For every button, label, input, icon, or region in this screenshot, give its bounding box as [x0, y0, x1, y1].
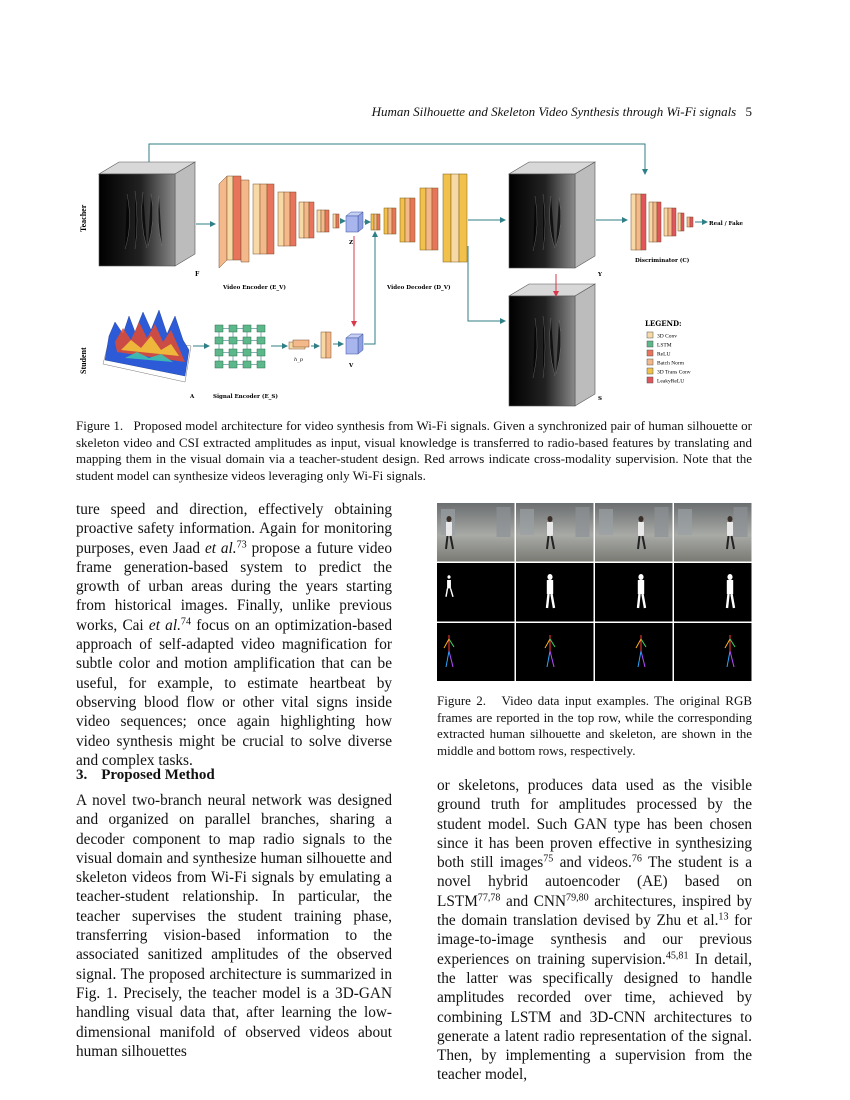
citation: 45,81: [665, 950, 689, 962]
citation: 73: [236, 539, 247, 551]
label-Y: Y: [598, 272, 602, 278]
running-header: [366, 104, 752, 120]
video-input-cube-F: [99, 162, 195, 266]
rgb-frame: [674, 503, 752, 562]
section-title: Proposed Method: [101, 767, 215, 783]
arrow-V-to-decoder: [364, 232, 375, 344]
legend-item: [647, 341, 672, 349]
legend-label: Batch Norm: [657, 360, 685, 367]
video-encoder-label: Video Encoder (E_V): [223, 285, 286, 291]
text-run: focus on an optimization-based approach of self-adapted video magnification for subtle color and motion amplification that can be useful, for example, to estimate heartbeat by observing blood flow or other vital signs inside video sequences; once again highlighting how video synthesis might be crucial to solve diverse and complex tasks.: [76, 616, 392, 769]
legend-swatch: [647, 332, 653, 338]
silhouette-frame: [437, 563, 515, 622]
citation: 74: [180, 616, 191, 628]
video-output-cube-Y: [509, 162, 595, 268]
label-V: V: [349, 363, 354, 369]
lstm-cell: [243, 337, 251, 344]
arrow-decoder-to-S: [468, 246, 505, 321]
page-number: 5: [745, 104, 752, 119]
figure-2-label: Figure 2.: [437, 693, 486, 708]
text-run: In detail, the latter was specifically designed to handle amplitudes recorded over time, achieved by combining LSTM and 3D-CNN architectures to generate a latent radio representation of the signal. Then, by implementing a supervision from the teacher model,: [437, 950, 752, 1084]
legend-label: LeakyReLU: [657, 378, 685, 385]
figure-2-image-grid: [437, 503, 752, 681]
left-column-paragraph-2: A novel two-branch neural network was designed and organized on parallel branches, sharing a decoder component to map radio signals to the visual domain and synthesize human silhouette and skeleton videos from Wi-Fi signals by emulating a teacher-student relationship. In particular, the teacher supervises the student training phase, transferring vision-based information to the associated sanitized amplitudes of the observed signal. The proposed architecture is summarized in Fig. 1. Precisely, the teacher model is a 3D-GAN handling visual data that, after learning the low-dimensional manifold of observed videos about human silhouettes: [76, 792, 392, 1060]
citation: 79,80: [566, 892, 589, 904]
lstm-cell: [257, 337, 265, 344]
citation: 75: [543, 853, 554, 865]
text-italic: et al.: [204, 539, 237, 557]
lstm-cell: [257, 361, 265, 368]
rgb-frame: [437, 503, 515, 562]
video-decoder-label: Video Decoder (D_V): [387, 285, 451, 291]
signal-encoder-label: Signal Encoder (E_S): [213, 394, 278, 400]
legend-swatch: [647, 359, 653, 365]
lstm-cell: [229, 349, 237, 356]
figure-1-label: Figure 1.: [76, 418, 124, 433]
lstm-cell: [215, 337, 223, 344]
citation: 77,78: [477, 892, 501, 904]
real-fake-label: Real / Fake: [709, 221, 744, 227]
latent-Z-block: [346, 212, 363, 232]
label-Z: Z: [349, 240, 354, 246]
legend-swatch: [647, 341, 653, 347]
legend-item: [647, 332, 677, 340]
lstm-cell: [229, 337, 237, 344]
legend-item: [647, 350, 670, 358]
discriminator-label: Discriminator (C): [635, 258, 690, 264]
legend-item: [647, 359, 685, 367]
rgb-frame: [516, 503, 594, 562]
video-encoder-layers: [219, 176, 339, 268]
lstm-cell: [215, 325, 223, 332]
text-run: for image-to-image synthesis and our previous experiences on training supervision.: [437, 912, 752, 968]
silhouette-frame: [516, 563, 594, 622]
text-run: and CNN: [500, 892, 567, 910]
legend: [647, 332, 691, 385]
left-column-paragraph-1: [76, 500, 392, 770]
legend-label: 3D Trans Conv: [657, 369, 691, 376]
section-number: 3.: [76, 767, 88, 783]
running-title: Human Silhouette and Skeleton Video Synthesis through Wi-Fi signals: [371, 104, 737, 119]
figure-2-caption-text: Video data input examples. The original RGB frames are reported in the top row, while the corresponding extracted human silhouette and skeleton, are shown in the middle and bottom rows, respectively.: [437, 693, 752, 758]
rgb-frame: [595, 503, 673, 562]
text-run: The student is a novel hybrid autoencoder (AE) based on LSTM: [437, 854, 752, 910]
figure-1-diagram: [75, 136, 775, 411]
text-italic: et al.: [148, 616, 181, 634]
skeleton-frame: [674, 623, 752, 681]
silhouette-frame: [595, 563, 673, 622]
lstm-cell: [229, 325, 237, 332]
citation: 76: [631, 853, 642, 865]
skeleton-frame: [437, 623, 515, 681]
teacher-label: Teacher: [79, 204, 88, 232]
hp-tensor: [289, 340, 309, 349]
legend-item: [647, 368, 691, 376]
lstm-cell: [215, 349, 223, 356]
legend-label: 3D Conv: [657, 333, 678, 340]
legend-item: [647, 377, 684, 385]
csi-amplitude-plot-A: [103, 310, 191, 382]
lstm-cell: [257, 349, 265, 356]
lstm-cell: [243, 349, 251, 356]
student-label: Student: [79, 347, 88, 374]
figure-2-caption: [437, 693, 752, 759]
legend-label: LSTM: [657, 342, 672, 349]
legend-label: ReLU: [657, 351, 671, 358]
lstm-cell: [215, 361, 223, 368]
legend-swatch: [647, 350, 653, 356]
hp-label: h_p: [294, 357, 303, 363]
section-heading: [76, 767, 215, 784]
lstm-cell: [257, 325, 265, 332]
video-decoder-layers: [371, 174, 467, 262]
skeleton-frame: [516, 623, 594, 681]
text-run: propose a future video frame generation-based system to predict the growth of urban areas during the years starting from historical images. Finally, unlike previous works, Cai: [76, 539, 392, 634]
student-conv-layers: [321, 332, 331, 358]
silhouette-frame: [674, 563, 752, 622]
latent-V-block: [346, 334, 363, 354]
right-column-paragraph: [437, 776, 752, 1085]
lstm-grid: [215, 325, 265, 368]
citation: 13: [718, 911, 729, 923]
lstm-cell: [243, 325, 251, 332]
video-output-cube-S: [509, 284, 595, 406]
label-F: F: [195, 271, 200, 278]
text-run: ture speed and direction, effectively obtaining proactive safety information. Again for monitoring purposes, even Jaad: [76, 501, 392, 557]
legend-swatch: [647, 368, 653, 374]
label-S: S: [598, 396, 602, 402]
label-A: A: [190, 394, 195, 400]
discriminator-layers: [631, 194, 693, 250]
legend-title: LEGEND:: [645, 319, 682, 328]
legend-swatch: [647, 377, 653, 383]
lstm-cell: [229, 361, 237, 368]
text-run: and videos.: [553, 854, 632, 872]
figure-1-caption-text: Proposed model architecture for video synthesis from Wi-Fi signals. Given a synchronized pair of human silhouette or skeleton video and CSI extracted amplitudes as input, visual knowledge is transferred to radio-based features by translating and mapping them in the visual domain via a teacher-student design. Red arrows indicate cross-modality supervision. Note that the student model can synthesize videos leveraging only Wi-Fi signals.: [76, 418, 753, 483]
text-run: architectures, inspired by the domain translation devised by Zhu et al.: [437, 892, 752, 930]
lstm-cell: [243, 361, 251, 368]
text-run: or skeletons, produces data used as the visible ground truth for amplitudes processed by the student model. Such GAN type has been chosen since it has been proven effective in synthesizing both still images: [437, 777, 752, 872]
skeleton-frame: [595, 623, 673, 681]
figure-1-caption: [76, 418, 752, 484]
